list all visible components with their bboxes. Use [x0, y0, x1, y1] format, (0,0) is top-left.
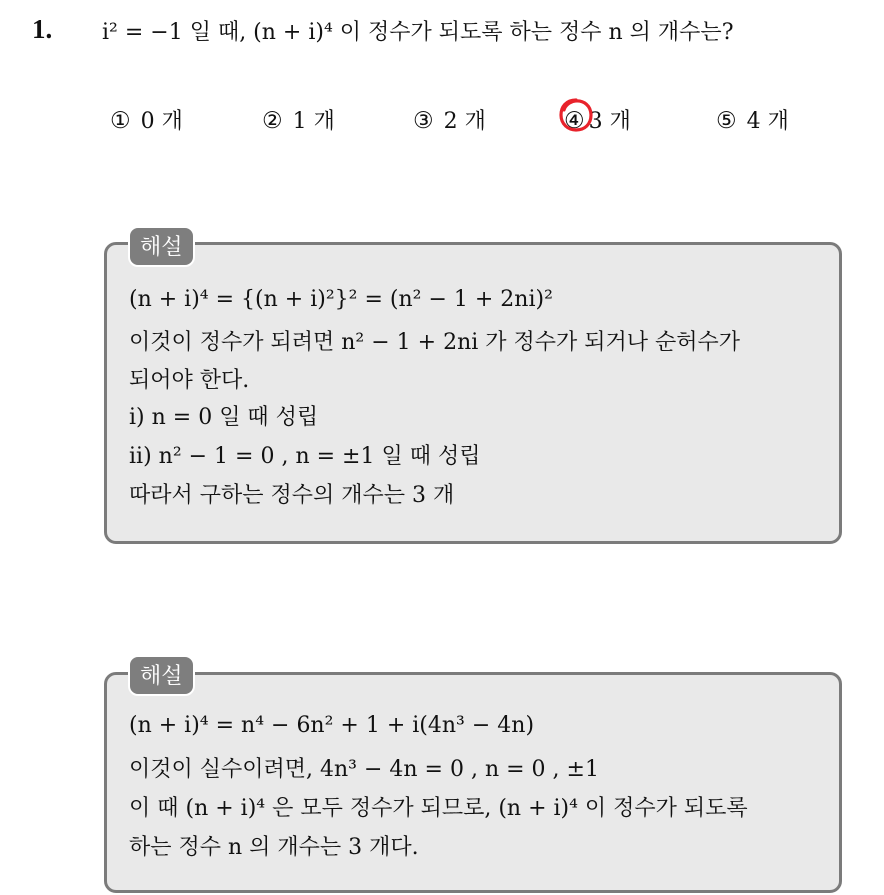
solution-2-line-1: (n + i)⁴ = n⁴ − 6n² + 1 + i(4n³ − 4n) — [129, 713, 535, 738]
solution-1-line-6: 따라서 구하는 정수의 개수는 3 개 — [129, 483, 455, 508]
choice-1-mark: ① — [110, 108, 131, 134]
answer-choices — [0, 104, 884, 144]
choice-3-label: 2 개 — [443, 109, 486, 134]
choice-4-label: 3 개 — [588, 109, 631, 134]
solution-1-tag: 해설 — [128, 226, 195, 267]
choice-4-mark: ④ — [564, 108, 585, 134]
selected-circle-icon — [558, 97, 594, 133]
choice-4[interactable] — [564, 104, 631, 135]
question-number: 1. — [32, 14, 53, 44]
question-text: i² = −1 일 때, (n + i)⁴ 이 정수가 되도록 하는 정수 n 의 개수는? — [102, 20, 734, 45]
solution-1-line-5: ii) n² − 1 = 0 , n = ±1 일 때 성립 — [129, 444, 481, 469]
solution-2-line-3: 이 때 (n + i)⁴ 은 모두 정수가 되므로, (n + i)⁴ 이 정수가 되도록 — [129, 796, 748, 821]
solution-1-line-1: (n + i)⁴ = {(n + i)²}² = (n² − 1 + 2ni)² — [129, 287, 553, 312]
choice-5-label: 4 개 — [746, 109, 789, 134]
choice-1-label: 0 개 — [140, 109, 183, 134]
solution-2-box — [104, 672, 842, 893]
choice-2[interactable] — [262, 104, 335, 135]
choice-5[interactable] — [716, 104, 789, 135]
solution-2-tag: 해설 — [128, 655, 195, 696]
solution-2-line-4: 하는 정수 n 의 개수는 3 개다. — [129, 835, 419, 860]
choice-1[interactable] — [110, 104, 183, 135]
solution-1-line-3: 되어야 한다. — [129, 368, 250, 393]
choice-2-mark: ② — [262, 108, 283, 134]
choice-3-mark: ③ — [413, 108, 434, 134]
solution-1-line-2: 이것이 정수가 되려면 n² − 1 + 2ni 가 정수가 되거나 순허수가 — [129, 330, 741, 355]
solution-1-box — [104, 242, 842, 544]
choice-5-mark: ⑤ — [716, 108, 737, 134]
choice-3[interactable] — [413, 104, 486, 135]
solution-2-line-2: 이것이 실수이려면, 4n³ − 4n = 0 , n = 0 , ±1 — [129, 757, 599, 782]
solution-1-line-4: i) n = 0 일 때 성립 — [129, 405, 319, 430]
choice-2-label: 1 개 — [292, 109, 335, 134]
